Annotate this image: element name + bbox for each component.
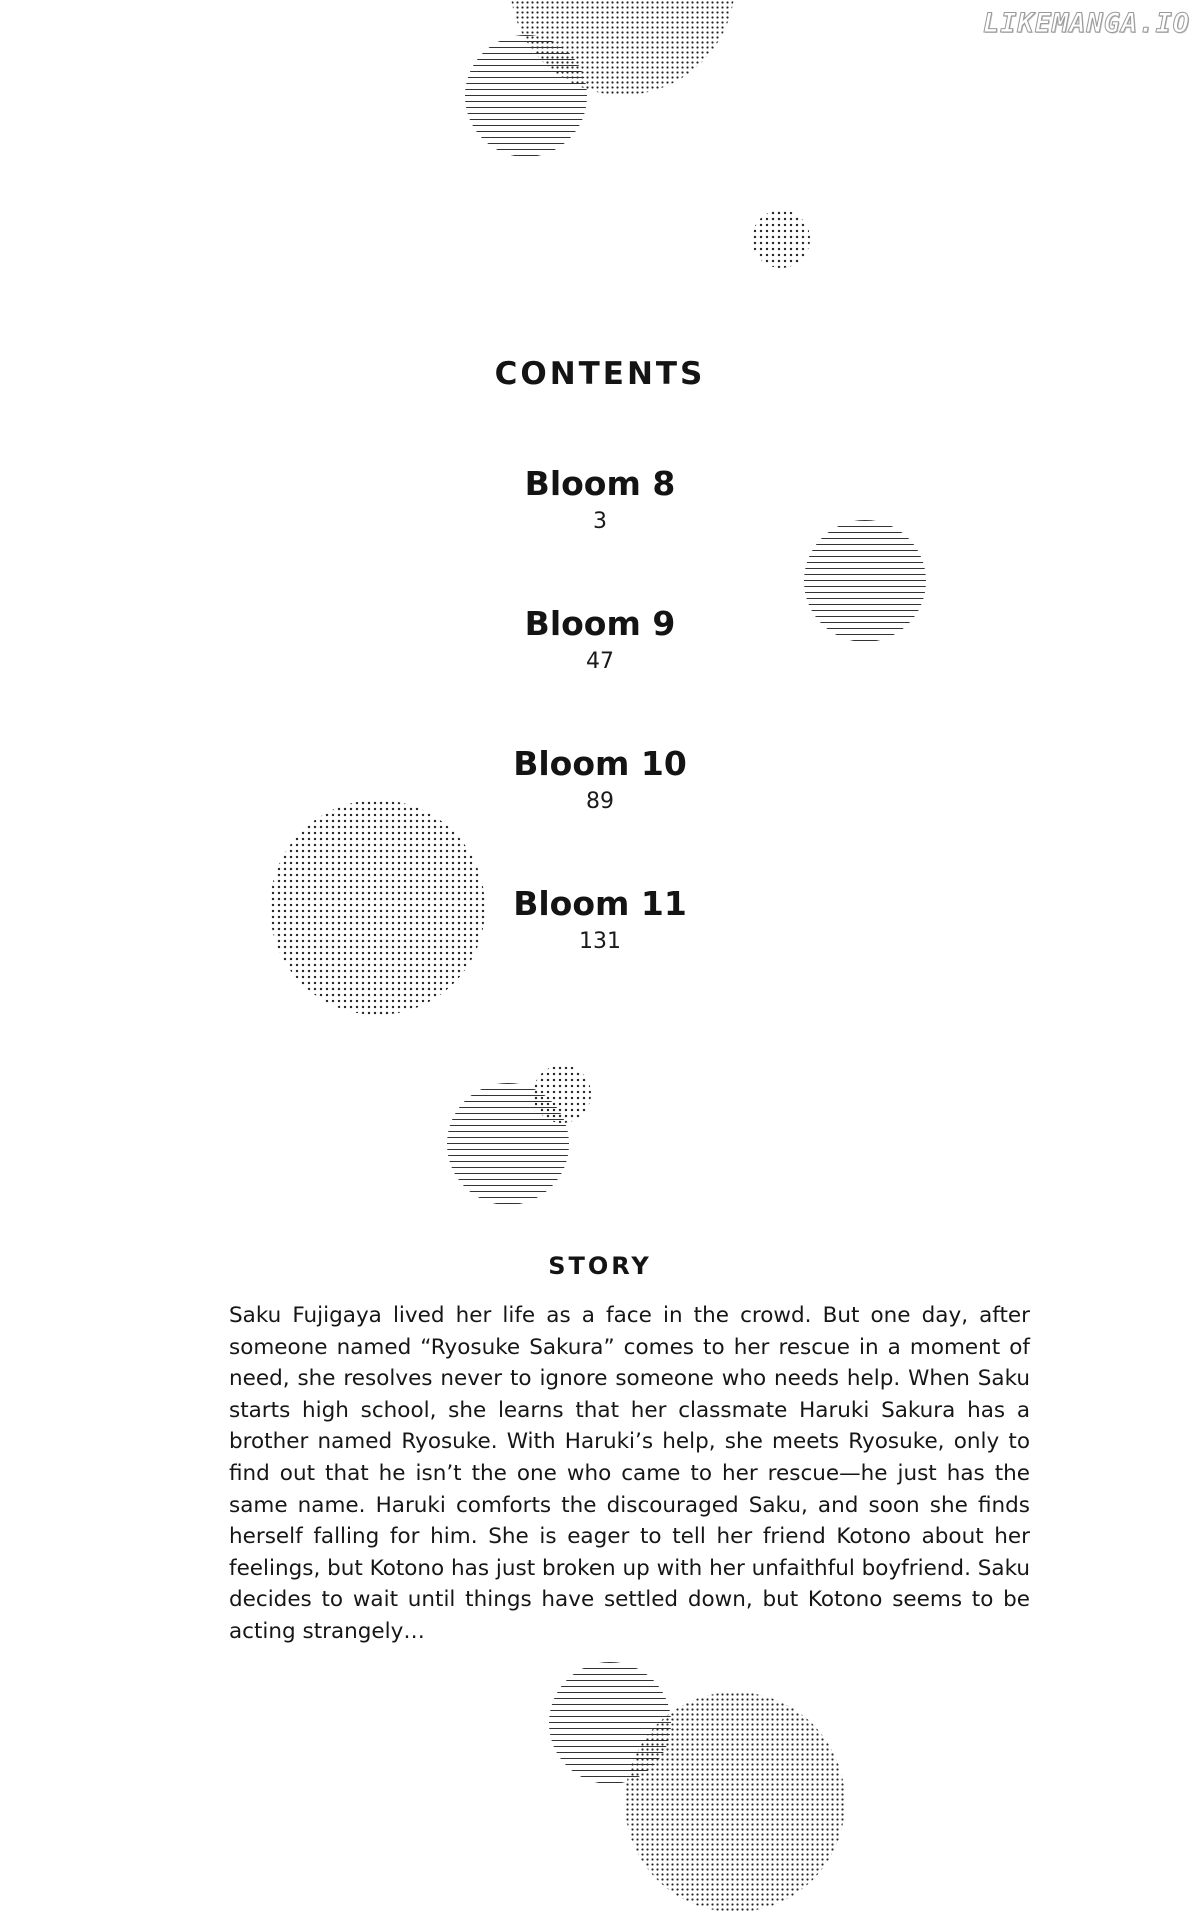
chapter-page-number: 47 [586,649,614,674]
striped-circle-decoration [465,35,587,157]
story-heading: STORY [548,1252,652,1280]
toc-entry[interactable] [0,882,1200,1022]
chapter-title: Bloom 8 [524,464,676,503]
toc-entry[interactable] [0,462,1200,602]
site-watermark: LIKEMANGA.IO [982,8,1190,39]
chapter-title: Bloom 10 [513,744,687,783]
chapter-page-number: 89 [586,789,614,814]
chapter-page-number: 3 [593,509,607,534]
dotted-circle-decoration [752,210,810,268]
story-synopsis: Saku Fujigaya lived her life as a face in the crowd. But one day, after someone named “Ryosuke Sakura” comes to her rescue in a moment of need, she resolves never to ignore someone who needs help. When Saku starts high school, she learns that her classmate Haruki Sakura has a brother named Ryosuke. With Haruki’s help, she meets Ryosuke, only to find out that he isn’t the one who came to her rescue—he just has the same name. Haruki comforts the discouraged Saku, and soon she finds herself falling for him. She is eager to tell her friend Kotono about her feelings, but Kotono has just broken up with her unfaithful boyfriend. Saku decides to wait until things have settled down, but Kotono seems to be acting strangely… [229,1303,1030,1644]
chapter-title: Bloom 9 [524,604,676,643]
toc-entry[interactable] [0,742,1200,882]
dotted-circle-decoration [533,1065,591,1123]
dotted-circle-decoration [625,1692,845,1912]
contents-heading: CONTENTS [494,356,706,392]
toc-entry[interactable] [0,602,1200,742]
chapter-page-number: 131 [579,929,621,954]
table-of-contents [0,462,1200,1022]
chapter-title: Bloom 11 [513,884,687,923]
